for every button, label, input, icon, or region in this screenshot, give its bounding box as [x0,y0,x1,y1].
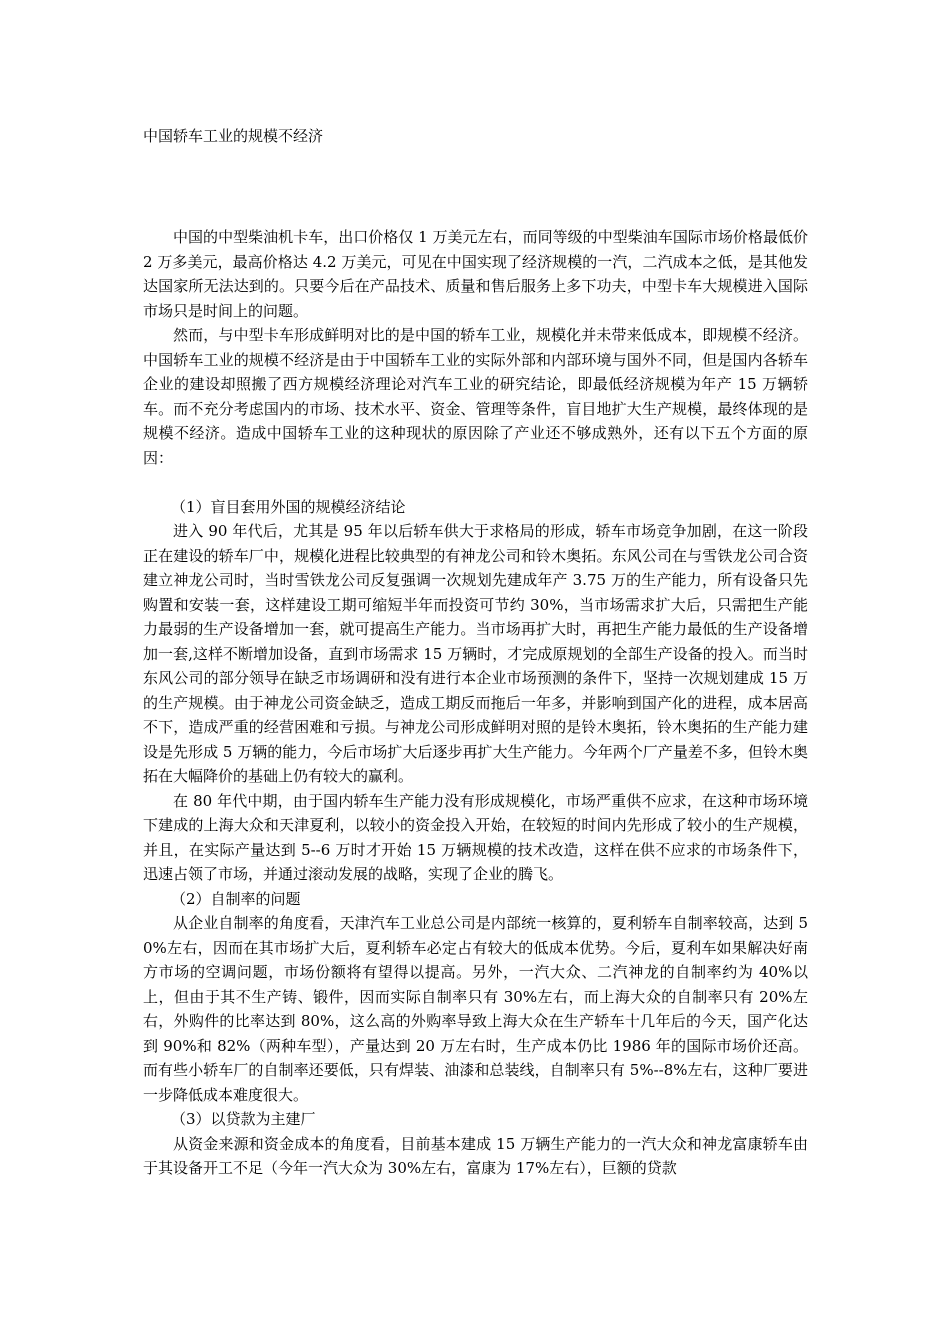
paragraph-scale: 然而，与中型卡车形成鲜明对比的是中国的轿车工业，规模化并未带来低成本，即规模不经济。中国轿车工业的规模不经济是由于中国轿车工业的实际外部和内部环境与国外不同，但是国内各轿车企业的建设却照搬了西方规模经济理论对汽车工业的研究结论，即最低经济规模为年产 15 万辆轿车。而不充分考虑国内的市场、技术水平、资金、管理等条件，盲目地扩大生产规模，最终体现的是规模不经济。造成中国轿车工业的这种现状的原因除了产业还不够成熟外，还有以下五个方面的原因： [143,326,808,467]
section-heading-2: （2）自制率的问题 [171,889,301,908]
paragraph-intro: 中国的中型柴油机卡车，出口价格仅 1 万美元左右，而同等级的中型柴油车国际市场价格最低价 2 万多美元，最高价格达 4.2 万美元，可见在中国实现了经济规模的一汽，二汽成本之低，是其他发达国家所无法达到的。只要今后在产品技术、质量和售后服务上多下功夫，中型卡车大规模进入国际市场只是时间上的问题。 [143,228,808,320]
paragraph-self-made-rate: 从企业自制率的角度看，天津汽车工业总公司是内部统一核算的，夏利轿车自制率较高，达到 50%左右，因而在其市场扩大后，夏利轿车必定占有较大的低成本优势。今后，夏利车如果解决好南方市场的空调问题，市场份额将有望得以提高。另外，一汽大众、二汽神龙的自制率约为 40%以上，但由于其不生产铸、锻件，因而实际自制率只有 30%左右，而上海大众的自制率只有 20%左右，外购件的比率达到 80%，这么高的外购率导致上海大众在生产轿车十几年后的今天，国产化达到 90%和 82%（两种车型），产量达到 20 万左右时，生产成本仍比 1986 年的国际市场价还高。而有些小轿车厂的自制率还要低，只有焊装、油漆和总装线，自制率只有 5%--8%左右，这种厂要进一步降低成本难度很大。 [143,914,808,1104]
document-body [143,225,808,1181]
paragraph-shenlong: 进入 90 年代后，尤其是 95 年以后轿车供大于求格局的形成，轿车市场竞争加剧，在这一阶段正在建设的轿车厂中，规模化进程比较典型的有神龙公司和铃木奥拓。东风公司在与雪铁龙公司合资建立神龙公司时，当时雪铁龙公司反复强调一次规划先建成年产 3.75 万的生产能力，所有设备只先购置和安装一套，这样建设工期可缩短半年而投资可节约 30%，当市场需求扩大后，只需把生产能力最弱的生产设备增加一套，就可提高生产能力。当市场再扩大时，再把生产能力最低的生产设备增加一套,这样不断增加设备，直到市场需求 15 万辆时，才完成原规划的全部生产设备的投入。而当时东风公司的部分领导在缺乏市场调研和没有进行本企业市场预测的条件下，坚持一次规划建成 15 万的生产规模。由于神龙公司资金缺乏，造成工期反而拖后一年多，并影响到国产化的进程，成本居高不下，造成严重的经营困难和亏损。与神龙公司形成鲜明对照的是铃木奥拓，铃木奥拓的生产能力建设是先形成 5 万辆的能力，今后市场扩大后逐步再扩大生产能力。今年两个厂产量差不多，但铃木奥拓在大幅降价的基础上仍有较大的赢利。 [143,522,808,785]
blank-line [143,470,808,495]
section-heading-3: （3）以贷款为主建厂 [171,1110,316,1128]
section-heading-1: （1）盲目套用外国的规模经济结论 [171,497,406,516]
paragraph-loans: 从资金来源和资金成本的角度看，目前基本建成 15 万辆生产能力的一汽大众和神龙富康轿车由于其设备开工不足（今年一汽大众为 30%左右，富康为 17%左右），巨额的贷款 [143,1134,808,1177]
document-title: 中国轿车工业的规模不经济 [143,127,324,145]
paragraph-80s: 在 80 年代中期，由于国内轿车生产能力没有形成规模化，市场严重供不应求，在这种市场环境下建成的上海大众和天津夏利，以较小的资金投入开始，在较短的时间内先形成了较小的生产规模，并且，在实际产量达到 5--6 万时才开始 15 万辆规模的技术改造，这样在供不应求的市场条件下，迅速占领了市场，并通过滚动发展的战略，实现了企业的腾飞。 [143,791,808,883]
